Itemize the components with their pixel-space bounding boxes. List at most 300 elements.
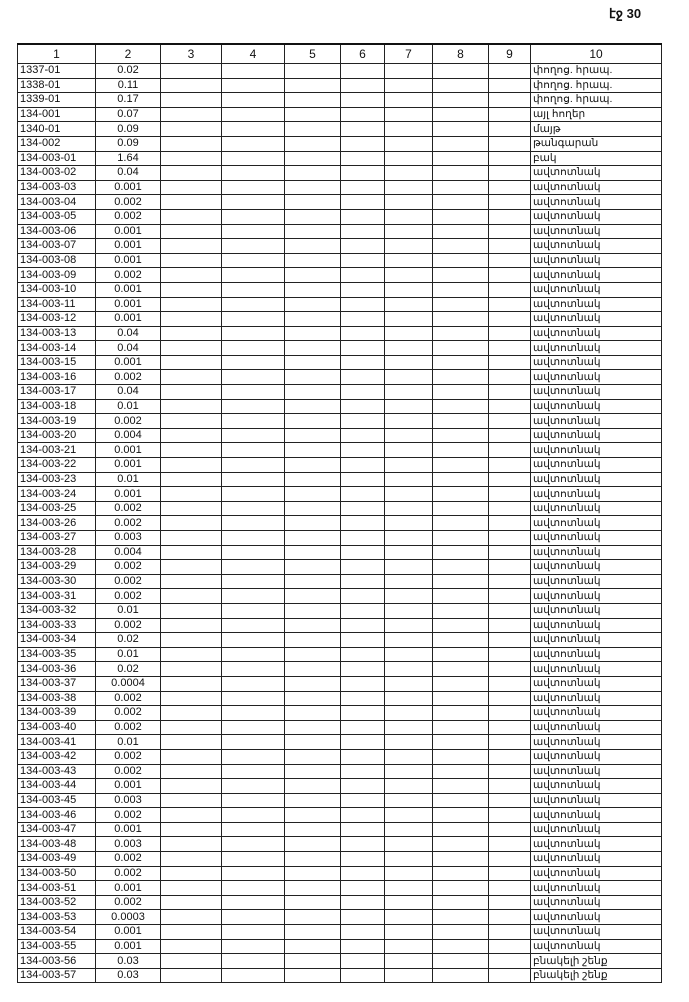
empty-cell	[385, 472, 433, 487]
empty-cell	[222, 852, 285, 867]
area-value: 0.04	[96, 341, 161, 356]
empty-cell	[433, 93, 489, 108]
empty-cell	[433, 428, 489, 443]
empty-cell	[222, 458, 285, 473]
empty-cell	[285, 764, 341, 779]
empty-cell	[341, 385, 385, 400]
empty-cell	[341, 180, 385, 195]
empty-cell	[285, 239, 341, 254]
empty-cell	[341, 764, 385, 779]
empty-cell	[385, 560, 433, 575]
area-value: 1.64	[96, 151, 161, 166]
empty-cell	[285, 822, 341, 837]
empty-cell	[341, 501, 385, 516]
empty-cell	[222, 414, 285, 429]
empty-cell	[285, 531, 341, 546]
land-use: ավտոտնակ	[531, 268, 662, 283]
empty-cell	[341, 895, 385, 910]
empty-cell	[285, 793, 341, 808]
empty-cell	[161, 282, 222, 297]
area-value: 0.01	[96, 647, 161, 662]
empty-cell	[161, 808, 222, 823]
empty-cell	[161, 939, 222, 954]
empty-cell	[341, 749, 385, 764]
table-row	[18, 968, 662, 983]
empty-cell	[161, 545, 222, 560]
table-row	[18, 837, 662, 852]
empty-cell	[285, 268, 341, 283]
land-use: ավտոտնակ	[531, 180, 662, 195]
empty-cell	[433, 603, 489, 618]
area-value: 0.001	[96, 939, 161, 954]
empty-cell	[222, 355, 285, 370]
area-value: 0.001	[96, 297, 161, 312]
empty-cell	[433, 676, 489, 691]
empty-cell	[489, 531, 531, 546]
land-use: ավտոտնակ	[531, 560, 662, 575]
area-value: 0.002	[96, 895, 161, 910]
empty-cell	[489, 501, 531, 516]
empty-cell	[161, 691, 222, 706]
column-header-9: 9	[489, 44, 531, 64]
table-row	[18, 808, 662, 823]
area-value: 0.07	[96, 107, 161, 122]
area-value: 0.001	[96, 487, 161, 502]
empty-cell	[433, 180, 489, 195]
empty-cell	[385, 808, 433, 823]
area-value: 0.002	[96, 852, 161, 867]
empty-cell	[222, 487, 285, 502]
empty-cell	[385, 180, 433, 195]
empty-cell	[385, 691, 433, 706]
empty-cell	[489, 399, 531, 414]
empty-cell	[489, 136, 531, 151]
empty-cell	[341, 472, 385, 487]
land-use: ավտոտնակ	[531, 239, 662, 254]
empty-cell	[433, 779, 489, 794]
empty-cell	[222, 764, 285, 779]
parcel-code: 134-003-02	[18, 166, 96, 181]
empty-cell	[222, 78, 285, 93]
empty-cell	[433, 574, 489, 589]
empty-cell	[433, 385, 489, 400]
empty-cell	[385, 720, 433, 735]
empty-cell	[161, 735, 222, 750]
empty-cell	[161, 472, 222, 487]
table-row	[18, 428, 662, 443]
area-value: 0.002	[96, 560, 161, 575]
empty-cell	[433, 793, 489, 808]
empty-cell	[433, 136, 489, 151]
empty-cell	[385, 735, 433, 750]
empty-cell	[489, 370, 531, 385]
empty-cell	[161, 443, 222, 458]
table-row	[18, 647, 662, 662]
empty-cell	[385, 93, 433, 108]
parcel-code: 1340-01	[18, 122, 96, 137]
land-use: բնակելի շենք	[531, 968, 662, 983]
empty-cell	[385, 895, 433, 910]
header-row	[18, 44, 662, 64]
empty-cell	[489, 545, 531, 560]
empty-cell	[161, 560, 222, 575]
empty-cell	[222, 282, 285, 297]
empty-cell	[222, 603, 285, 618]
empty-cell	[161, 107, 222, 122]
empty-cell	[222, 691, 285, 706]
empty-cell	[489, 472, 531, 487]
empty-cell	[385, 122, 433, 137]
empty-cell	[385, 239, 433, 254]
empty-cell	[161, 414, 222, 429]
parcel-code: 134-003-10	[18, 282, 96, 297]
empty-cell	[489, 939, 531, 954]
empty-cell	[385, 78, 433, 93]
empty-cell	[222, 895, 285, 910]
parcel-code: 134-003-43	[18, 764, 96, 779]
parcel-code: 134-003-57	[18, 968, 96, 983]
empty-cell	[222, 618, 285, 633]
land-use: ավտոտնակ	[531, 822, 662, 837]
empty-cell	[385, 852, 433, 867]
parcel-code: 134-003-31	[18, 589, 96, 604]
empty-cell	[385, 458, 433, 473]
empty-cell	[341, 618, 385, 633]
empty-cell	[489, 779, 531, 794]
empty-cell	[433, 764, 489, 779]
land-use: ավտոտնակ	[531, 779, 662, 794]
empty-cell	[385, 574, 433, 589]
empty-cell	[341, 939, 385, 954]
empty-cell	[341, 662, 385, 677]
parcel-code: 134-002	[18, 136, 96, 151]
parcel-code: 134-003-30	[18, 574, 96, 589]
land-use: ավտոտնակ	[531, 837, 662, 852]
parcel-code: 134-003-48	[18, 837, 96, 852]
empty-cell	[489, 93, 531, 108]
parcel-code: 134-003-03	[18, 180, 96, 195]
table-row	[18, 355, 662, 370]
empty-cell	[222, 326, 285, 341]
empty-cell	[385, 385, 433, 400]
empty-cell	[285, 253, 341, 268]
page-number: էջ 30	[609, 6, 642, 21]
parcel-code: 134-003-47	[18, 822, 96, 837]
empty-cell	[433, 414, 489, 429]
empty-cell	[433, 166, 489, 181]
table-row	[18, 662, 662, 677]
parcel-code: 134-003-24	[18, 487, 96, 502]
empty-cell	[489, 239, 531, 254]
empty-cell	[341, 414, 385, 429]
land-use: ավտոտնակ	[531, 443, 662, 458]
empty-cell	[341, 910, 385, 925]
empty-cell	[385, 837, 433, 852]
empty-cell	[161, 516, 222, 531]
empty-cell	[341, 603, 385, 618]
empty-cell	[161, 326, 222, 341]
empty-cell	[489, 341, 531, 356]
area-value: 0.04	[96, 385, 161, 400]
parcel-code: 134-003-32	[18, 603, 96, 618]
empty-cell	[285, 662, 341, 677]
empty-cell	[433, 326, 489, 341]
area-value: 0.001	[96, 822, 161, 837]
land-use: բակ	[531, 151, 662, 166]
area-value: 0.09	[96, 136, 161, 151]
parcel-code: 134-003-54	[18, 925, 96, 940]
empty-cell	[222, 297, 285, 312]
empty-cell	[285, 779, 341, 794]
empty-cell	[341, 968, 385, 983]
empty-cell	[385, 603, 433, 618]
empty-cell	[489, 720, 531, 735]
empty-cell	[489, 647, 531, 662]
empty-cell	[222, 209, 285, 224]
empty-cell	[222, 239, 285, 254]
empty-cell	[161, 458, 222, 473]
empty-cell	[489, 822, 531, 837]
empty-cell	[385, 633, 433, 648]
empty-cell	[489, 64, 531, 79]
empty-cell	[285, 209, 341, 224]
empty-cell	[433, 589, 489, 604]
empty-cell	[385, 370, 433, 385]
table-row	[18, 443, 662, 458]
empty-cell	[385, 589, 433, 604]
empty-cell	[489, 224, 531, 239]
parcel-code: 134-003-15	[18, 355, 96, 370]
parcel-code: 134-003-23	[18, 472, 96, 487]
empty-cell	[385, 793, 433, 808]
table-row	[18, 93, 662, 108]
empty-cell	[161, 399, 222, 414]
empty-cell	[433, 78, 489, 93]
parcel-code: 134-001	[18, 107, 96, 122]
land-use: փողոց. հրապ.	[531, 64, 662, 79]
area-value: 0.001	[96, 253, 161, 268]
parcel-code: 134-003-36	[18, 662, 96, 677]
empty-cell	[433, 735, 489, 750]
table-row	[18, 180, 662, 195]
empty-cell	[161, 662, 222, 677]
empty-cell	[341, 589, 385, 604]
area-value: 0.002	[96, 268, 161, 283]
empty-cell	[341, 253, 385, 268]
empty-cell	[161, 195, 222, 210]
empty-cell	[222, 166, 285, 181]
table-row	[18, 516, 662, 531]
parcel-code: 134-003-45	[18, 793, 96, 808]
empty-cell	[489, 297, 531, 312]
empty-cell	[489, 428, 531, 443]
table-row	[18, 560, 662, 575]
empty-cell	[385, 749, 433, 764]
empty-cell	[489, 618, 531, 633]
area-value: 0.001	[96, 239, 161, 254]
empty-cell	[385, 428, 433, 443]
empty-cell	[433, 647, 489, 662]
parcel-code: 134-003-51	[18, 881, 96, 896]
empty-cell	[161, 166, 222, 181]
empty-cell	[285, 647, 341, 662]
land-use: ավտոտնակ	[531, 472, 662, 487]
empty-cell	[285, 720, 341, 735]
empty-cell	[385, 341, 433, 356]
table-row	[18, 268, 662, 283]
area-value: 0.02	[96, 633, 161, 648]
empty-cell	[385, 954, 433, 969]
area-value: 0.002	[96, 866, 161, 881]
area-value: 0.17	[96, 93, 161, 108]
empty-cell	[285, 399, 341, 414]
parcel-code: 134-003-52	[18, 895, 96, 910]
empty-cell	[161, 720, 222, 735]
empty-cell	[161, 268, 222, 283]
table-row	[18, 793, 662, 808]
empty-cell	[285, 749, 341, 764]
land-use: ավտոտնակ	[531, 297, 662, 312]
empty-cell	[341, 954, 385, 969]
empty-cell	[433, 691, 489, 706]
table-row	[18, 282, 662, 297]
area-value: 0.002	[96, 720, 161, 735]
land-use: ավտոտնակ	[531, 808, 662, 823]
empty-cell	[489, 443, 531, 458]
empty-cell	[341, 399, 385, 414]
empty-cell	[222, 399, 285, 414]
table-row	[18, 925, 662, 940]
area-value: 0.002	[96, 618, 161, 633]
table-row	[18, 735, 662, 750]
land-use: ավտոտնակ	[531, 531, 662, 546]
area-value: 0.001	[96, 180, 161, 195]
area-value: 0.04	[96, 326, 161, 341]
empty-cell	[433, 224, 489, 239]
empty-cell	[341, 793, 385, 808]
land-use: ավտոտնակ	[531, 706, 662, 721]
empty-cell	[433, 501, 489, 516]
land-use: ավտոտնակ	[531, 764, 662, 779]
land-use: ավտոտնակ	[531, 487, 662, 502]
empty-cell	[433, 458, 489, 473]
empty-cell	[341, 166, 385, 181]
empty-cell	[433, 341, 489, 356]
empty-cell	[161, 925, 222, 940]
table-row	[18, 852, 662, 867]
empty-cell	[285, 312, 341, 327]
empty-cell	[222, 224, 285, 239]
column-header-6: 6	[341, 44, 385, 64]
table-row	[18, 472, 662, 487]
empty-cell	[222, 501, 285, 516]
column-header-7: 7	[385, 44, 433, 64]
empty-cell	[161, 647, 222, 662]
table-row	[18, 589, 662, 604]
empty-cell	[489, 691, 531, 706]
empty-cell	[222, 706, 285, 721]
area-value: 0.002	[96, 749, 161, 764]
empty-cell	[385, 516, 433, 531]
table-row	[18, 531, 662, 546]
empty-cell	[341, 151, 385, 166]
empty-cell	[341, 282, 385, 297]
empty-cell	[433, 312, 489, 327]
table-row	[18, 195, 662, 210]
area-value: 0.002	[96, 764, 161, 779]
land-use: ավտոտնակ	[531, 925, 662, 940]
empty-cell	[285, 428, 341, 443]
empty-cell	[285, 560, 341, 575]
area-value: 0.001	[96, 779, 161, 794]
parcel-code: 1338-01	[18, 78, 96, 93]
empty-cell	[222, 341, 285, 356]
empty-cell	[489, 676, 531, 691]
area-value: 0.002	[96, 501, 161, 516]
empty-cell	[222, 385, 285, 400]
empty-cell	[161, 895, 222, 910]
empty-cell	[341, 136, 385, 151]
land-use: ավտոտնակ	[531, 647, 662, 662]
empty-cell	[285, 968, 341, 983]
area-value: 0.002	[96, 195, 161, 210]
empty-cell	[341, 647, 385, 662]
parcel-code: 134-003-14	[18, 341, 96, 356]
empty-cell	[341, 925, 385, 940]
land-use: ավտոտնակ	[531, 618, 662, 633]
empty-cell	[285, 633, 341, 648]
empty-cell	[341, 268, 385, 283]
empty-cell	[341, 326, 385, 341]
empty-cell	[161, 749, 222, 764]
empty-cell	[385, 910, 433, 925]
empty-cell	[222, 822, 285, 837]
area-value: 0.003	[96, 531, 161, 546]
empty-cell	[341, 443, 385, 458]
empty-cell	[489, 151, 531, 166]
land-use: ավտոտնակ	[531, 312, 662, 327]
empty-cell	[341, 735, 385, 750]
parcel-code: 134-003-16	[18, 370, 96, 385]
empty-cell	[489, 166, 531, 181]
empty-cell	[489, 852, 531, 867]
parcel-code: 134-003-29	[18, 560, 96, 575]
empty-cell	[433, 531, 489, 546]
empty-cell	[161, 852, 222, 867]
parcel-code: 134-003-18	[18, 399, 96, 414]
table-row	[18, 297, 662, 312]
area-value: 0.02	[96, 64, 161, 79]
empty-cell	[385, 531, 433, 546]
empty-cell	[489, 895, 531, 910]
empty-cell	[222, 370, 285, 385]
parcel-code: 134-003-20	[18, 428, 96, 443]
area-value: 0.002	[96, 414, 161, 429]
empty-cell	[489, 910, 531, 925]
area-value: 0.001	[96, 224, 161, 239]
empty-cell	[161, 136, 222, 151]
area-value: 0.02	[96, 662, 161, 677]
empty-cell	[285, 414, 341, 429]
empty-cell	[285, 618, 341, 633]
parcel-code: 134-003-17	[18, 385, 96, 400]
table-row	[18, 954, 662, 969]
land-use: ավտոտնակ	[531, 749, 662, 764]
table-row	[18, 122, 662, 137]
empty-cell	[385, 136, 433, 151]
empty-cell	[489, 209, 531, 224]
empty-cell	[433, 253, 489, 268]
